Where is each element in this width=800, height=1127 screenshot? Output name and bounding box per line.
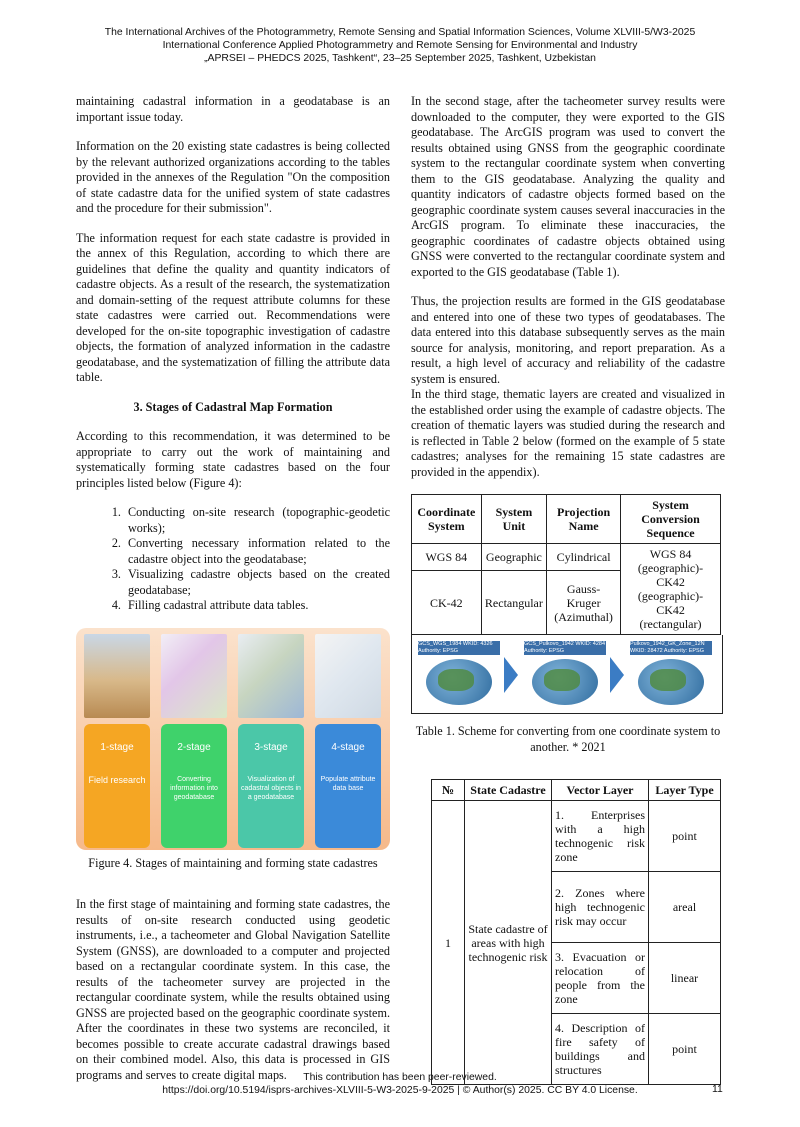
stage-box-2: [161, 724, 227, 848]
page-header: [0, 26, 800, 65]
table-header-cell: Layer Type: [649, 780, 721, 801]
right-column: [411, 94, 725, 1085]
vector-layer-cell: 3. Evacuation or relocation of people from the zone: [552, 943, 649, 1014]
arrow-right-icon: [610, 657, 624, 693]
map-label: Pulkovo_1942_GK_Zone_12N WKID: 28472 Authority: EPSG: [630, 641, 712, 655]
table-header-cell: Projection Name: [547, 495, 621, 544]
map-label: GCS_WGS_1984 WKID: 4326 Authority: EPSG: [418, 641, 500, 655]
layer-type-cell: linear: [649, 943, 721, 1014]
table-row: [432, 801, 721, 872]
left-paragraph-4: According to this recommendation, it was determined to be appropriate to carry out the work of maintaining and systematically forming state cadastres based on the four principles listed below (Figure 4):: [76, 429, 390, 490]
vector-layer-cell: 1. Enterprises with a high technogenic risk zone: [552, 801, 649, 872]
table-header-row: [412, 495, 721, 544]
stage-description: Visualization of cadastral objects in a geodatabase: [241, 776, 301, 801]
table-cell: Cylindrical: [547, 544, 621, 571]
list-item: 3. Visualizing cadastre objects based on the created geodatabase;: [124, 567, 390, 598]
table-header-cell: State Cadastre: [465, 780, 552, 801]
table-2: [431, 779, 721, 1085]
page-footer: [0, 1071, 800, 1097]
globe-icon: [426, 659, 492, 705]
table-cell: Geographic: [481, 544, 546, 571]
table-row: [412, 544, 721, 571]
stage-description: Converting information into geodatabase: [170, 776, 218, 801]
table-1-caption: Table 1. Scheme for converting from one coordinate system to another. * 2021: [415, 724, 721, 754]
map-pulkovo-rectangular: [630, 641, 712, 707]
arrow-right-icon: [504, 657, 518, 693]
vector-layer-cell: 2. Zones where high technogenic risk may occur: [552, 872, 649, 943]
attribute-table-screenshot: [315, 634, 381, 718]
table-header-cell: №: [432, 780, 465, 801]
doi-license-line: https://doi.org/10.5194/isprs-archives-XLVIII-5-W3-2025-9-2025 | © Author(s) 2025. CC BY 4.0 License.: [162, 1085, 638, 1096]
layer-type-cell: point: [649, 1014, 721, 1085]
stage-number: 3-stage: [254, 741, 288, 753]
figure-4: [76, 628, 390, 850]
table-header-cell: Coordinate System: [412, 495, 482, 544]
figure-4-photos: [84, 634, 382, 720]
table-cell: WGS 84: [412, 544, 482, 571]
right-paragraph-2: Thus, the projection results are formed in the GIS geodatabase and entered into one of these two types of geodatabases. The data entered into this database subsequently serves as the main source for analysis, monitoring, and report preparation. As a result, a high level of accuracy and reliability of the cadastre system is ensured.: [411, 294, 725, 386]
list-item: 1. Conducting on-site research (topographic-geodetic works);: [124, 505, 390, 536]
layer-type-cell: areal: [649, 872, 721, 943]
layer-type-cell: point: [649, 801, 721, 872]
principles-list: [76, 505, 390, 614]
globe-icon: [532, 659, 598, 705]
header-line-2: International Conference Applied Photogrammetry and Remote Sensing for Environmental and Industry: [162, 40, 638, 51]
left-paragraph-5: In the first stage of maintaining and forming state cadastres, the results of on-site research conducted using geodetic instruments, i.e., a tacheometer and Global Navigation Satellite System (GNSS), are downloaded to a computer and projected based on a rectangular coordinate system. In this case, the results of the tacheometer survey are projected in the rectangular coordinate system, while the results obtained using GNSS are projected based on the geographic coordinate system. After the coordinates in these two systems are reconciled, it becomes possible to create accurate cadastral drawings based on their combined model. Also, this data is processed in GIS programs and serves to create digital maps.: [76, 897, 390, 1082]
left-paragraph-2: Information on the 20 existing state cadastres is being collected by the relevant authorized organizations according to the tables provided in the annexes of the Regulation "On the composition of state cadastre data for the unified system of state cadastres and the procedure for their submission".: [76, 139, 390, 215]
page-number: 11: [712, 1084, 723, 1095]
stage-number: 2-stage: [177, 741, 211, 753]
table-cell: CK-42: [412, 571, 482, 635]
list-item: 2. Converting necessary information related to the cadastre object into the geodatabase;: [124, 536, 390, 567]
table-header-cell: System Conversion Sequence: [621, 495, 721, 544]
state-cadastre-cell: State cadastre of areas with high technogenic risk: [465, 801, 552, 1085]
stage-box-4: [315, 724, 381, 848]
stage-description: Field research: [88, 775, 146, 785]
geodatabase-screenshot: [161, 634, 227, 718]
right-paragraph-3: In the third stage, thematic layers are created and visualized in the established order using the example of cadastre objects. The creation of thematic layers was studied during the research and is reflected in Table 2 below (formed on the example of 5 state cadastres; analyses for the remaining 15 state cadastres are provided in the appendix).: [411, 387, 725, 479]
table-cell: Rectangular: [481, 571, 546, 635]
stage-number: 4-stage: [331, 741, 365, 753]
table-header-row: [432, 780, 721, 801]
row-number-cell: 1: [432, 801, 465, 1085]
table-1: [411, 494, 721, 635]
table-cell: Gauss-Kruger (Azimuthal): [547, 571, 621, 635]
map-pulkovo-geographic: [524, 641, 606, 707]
table-header-cell: System Unit: [481, 495, 546, 544]
vector-layer-cell: 4. Description of fire safety of buildings and structures: [552, 1014, 649, 1085]
left-column: [76, 94, 390, 1097]
header-line-3: „APRSEI – PHEDCS 2025, Tashkent“, 23–25 September 2025, Tashkent, Uzbekistan: [204, 53, 596, 64]
map-wgs84: [418, 641, 500, 707]
globe-icon: [638, 659, 704, 705]
map-label: GCS_Pulkovo_1942 WKID: 4284 Authority: EPSG: [524, 641, 606, 654]
table-header-cell: Vector Layer: [552, 780, 649, 801]
field-survey-photo: [84, 634, 150, 718]
left-paragraph-3: The information request for each state cadastre is provided in the annex of this Regulation, according to which there are guidelines that define the quality and quantity indicators of cadastre objects. As a result of the research, the systematization and domain-setting of the request attribute columns for these state cadastres were carried out. Recommendations were developed for the on-site topographic investigation of cadastre objects, the formation of analyzed information in the cadastre geodatabase, and the systematization of filling the attribute data table.: [76, 230, 390, 384]
right-paragraph-1: In the second stage, after the tacheometer survey results were downloaded to the computer, they were exported to the GIS geodatabase. The ArcGIS program was used to convert the results obtained using GNSS from the geographic coordinate system to the rectangular coordinate system when converting them to the GIS geodatabase. Analyzing the quality and quantity indicators of cadastre objects formed based on the geographic coordinate system causes several inaccuracies in the ArcGIS program. To eliminate these inaccuracies, the geographic coordinates of cadastre objects obtained using GNSS were converted to the rectangular coordinate system and exported to the GIS geodatabase (Table 1).: [411, 94, 725, 279]
list-item: 4. Filling cadastral attribute data tables.: [124, 598, 390, 614]
peer-review-note: This contribution has been peer-reviewed.: [303, 1072, 497, 1083]
header-line-1: The International Archives of the Photogrammetry, Remote Sensing and Spatial Information Sciences, Volume XLVIII-5/W3-2025: [104, 27, 696, 38]
stage-box-3: [238, 724, 304, 848]
section-heading: 3. Stages of Cadastral Map Formation: [133, 399, 333, 414]
stage-number: 1-stage: [100, 741, 134, 753]
stage-box-1: [84, 724, 150, 848]
stage-description: Populate attribute data base: [320, 776, 376, 792]
conversion-sequence-cell: WGS 84 (geographic)-CK42 (geographic)-CK42 (rectangular): [621, 544, 721, 635]
figure-4-caption: Figure 4. Stages of maintaining and forming state cadastres: [88, 855, 378, 870]
left-paragraph-1: maintaining cadastral information in a geodatabase is an important issue today.: [76, 94, 390, 124]
conversion-scheme-maps: [411, 635, 723, 714]
gis-visualization-screenshot: [238, 634, 304, 718]
